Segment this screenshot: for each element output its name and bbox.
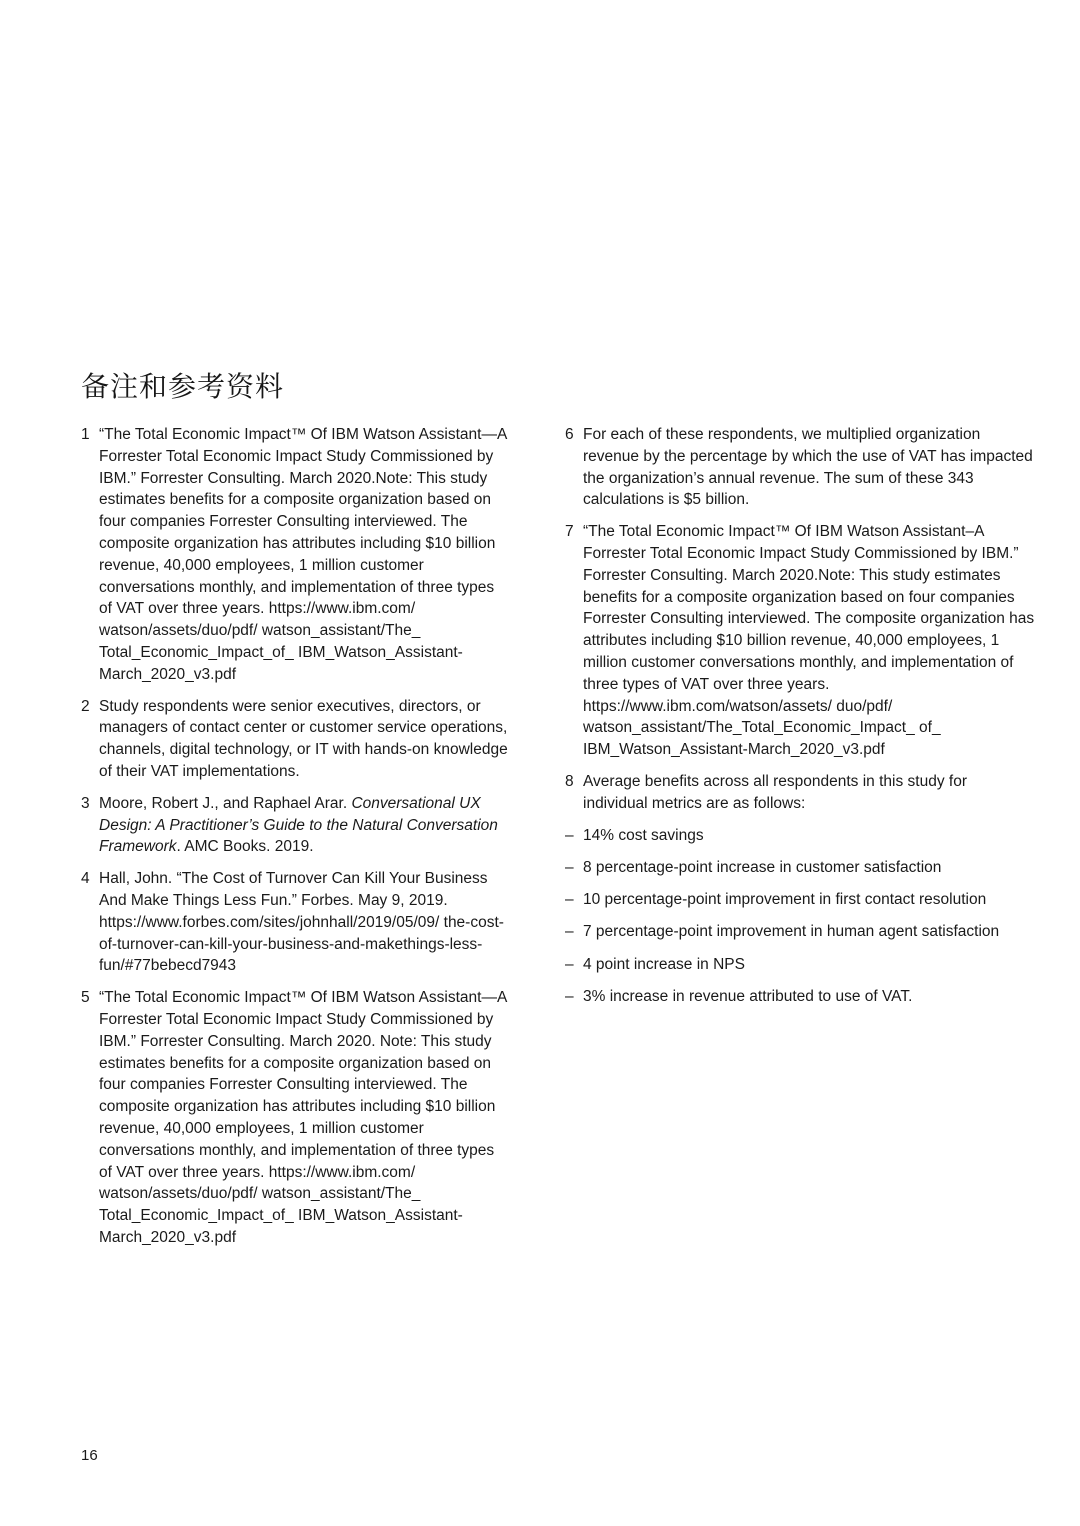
list-item <box>565 954 1035 976</box>
right-column <box>565 424 1035 1018</box>
page-title: 备注和参考资料 <box>81 370 285 403</box>
note-number: 3 <box>81 794 90 812</box>
note-number: 5 <box>81 989 90 1007</box>
note-text-author: Moore, Robert J., and Raphael Arar. <box>99 794 352 812</box>
bullet-dash: – <box>565 923 574 941</box>
list-item <box>565 857 1035 879</box>
bullet-text: 4 point increase in NPS <box>583 955 745 973</box>
note-5 <box>81 987 511 1249</box>
note-6 <box>565 424 1035 511</box>
bullet-dash: – <box>565 858 574 876</box>
note-number: 2 <box>81 697 90 715</box>
list-item <box>565 825 1035 847</box>
list-item <box>565 986 1035 1008</box>
note-text-publisher: . AMC Books. 2019. <box>176 838 314 856</box>
note-number: 4 <box>81 870 90 888</box>
bullet-text: 8 percentage-point increase in customer satisfaction <box>583 858 942 876</box>
note-3 <box>81 793 511 858</box>
list-item <box>565 889 1035 911</box>
bullet-dash: – <box>565 891 574 909</box>
note-number: 6 <box>565 426 574 443</box>
note-text: “The Total Economic Impact™ Of IBM Watson Assistant—A Forrester Total Economic Impact Study Commissioned by IBM.” Forrester Consulting. March 2020.Note: This study estimates benefits for a composite organization based on four companies Forrester Consulting interviewed. The composite organization has attributes including $10 billion revenue, 40,000 employees, 1 million customer conversations monthly, and implementation of three types of VAT over three years. https://www.ibm.com/ watson/assets/duo/pdf/ watson_assistant/The_ Total_Economic_Impact_of_ IBM_Watson_Assistant-March_2020_v3.pdf <box>99 426 507 683</box>
page-number: 16 <box>81 1447 98 1464</box>
note-text: Hall, John. “The Cost of Turnover Can Kill Your Business And Make Things Less Fun.” Forbes. May 9, 2019. https://www.forbes.com/sites/johnhall/2019/05/09/ the-cost-of-turnover-can-kill-your-business-and-makethings-less-fun/#77bebecd7943 <box>99 870 504 975</box>
bullet-text: 7 percentage-point improvement in human agent satisfaction <box>583 923 1000 941</box>
list-item <box>565 921 1035 943</box>
bullet-dash: – <box>565 955 574 973</box>
bullet-dash: – <box>565 826 574 844</box>
left-column <box>81 424 511 1259</box>
note-8 <box>565 771 1035 815</box>
note-number: 1 <box>81 426 90 443</box>
note-text: Average benefits across all respondents in this study for individual metrics are as follows: <box>583 772 967 812</box>
note-text: “The Total Economic Impact™ Of IBM Watson Assistant—A Forrester Total Economic Impact Study Commissioned by IBM.” Forrester Consulting. March 2020. Note: This study estimates benefits for a composite organization based on four companies Forrester Consulting interviewed. The composite organization has attributes including $10 billion revenue, 40,000 employees, 1 million customer conversations monthly, and implementation of three types of VAT over three years. https://www.ibm.com/ watson/assets/duo/pdf/ watson_assistant/The_ Total_Economic_Impact_of_ IBM_Watson_Assistant-March_2020_v3.pdf <box>99 989 507 1246</box>
note-1 <box>81 424 511 686</box>
note-text: Study respondents were senior executives, directors, or managers of contact center or customer service operations, channels, digital technology, or IT with hands-on knowledge of their VAT implementations. <box>99 697 508 780</box>
bullet-text: 3% increase in revenue attributed to use of VAT. <box>583 988 913 1006</box>
note-2 <box>81 696 511 783</box>
note-7 <box>565 521 1035 761</box>
note-number: 8 <box>565 772 574 790</box>
book-title: Conversational UX Design: A Practitioner’s Guide to the Natural Conversation Framework <box>99 794 498 856</box>
note-text: “The Total Economic Impact™ Of IBM Watson Assistant–A Forrester Total Economic Impact Study Commissioned by IBM.” Forrester Consulting. March 2020.Note: This study estimates benefits for a composite organization based on four companies Forrester Consulting interviewed. The composite organization has attributes including $10 billion revenue, 40,000 employees, 1 million customer conversations monthly, and implementation of three types of VAT over three years. https://www.ibm.com/watson/assets/ duo/pdf/ watson_assistant/The_Total_Economic_Impact_ of_ IBM_Watson_Assistant-March_2020_v3.pdf <box>583 523 1035 759</box>
note-text: For each of these respondents, we multiplied organization revenue by the percentage by which the use of VAT has impacted the organization’s annual revenue. The sum of these 343 calculations is $5 billion. <box>583 426 1033 509</box>
bullet-dash: – <box>565 988 574 1006</box>
note-number: 7 <box>565 523 574 541</box>
bullet-text: 10 percentage-point improvement in first contact resolution <box>583 891 987 909</box>
note-text <box>99 793 511 858</box>
bullet-text: 14% cost savings <box>583 826 704 844</box>
note-4 <box>81 868 511 977</box>
